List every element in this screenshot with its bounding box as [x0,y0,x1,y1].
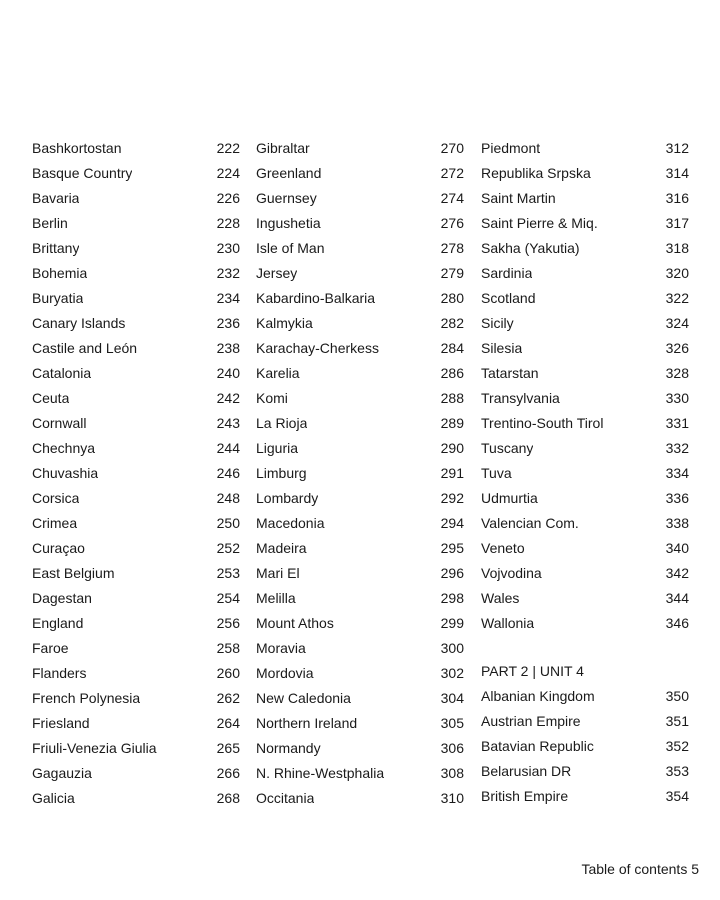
toc-entry-name: Madeira [256,540,307,556]
toc-entry-page: 268 [216,790,240,806]
toc-entry-page: 314 [665,165,689,181]
toc-entry-page: 316 [665,190,689,206]
toc-entry-name: N. Rhine-Westphalia [256,765,385,781]
toc-entry-page: 253 [216,565,240,581]
toc-entry [481,486,689,511]
toc-entry-name: Jersey [256,265,298,281]
toc-entry [481,286,689,311]
toc-entry-page: 250 [216,515,240,531]
toc-entry-name: Albanian Kingdom [481,688,595,704]
toc-entry-name: Karachay-Cherkess [256,340,379,356]
toc-entry-name: East Belgium [32,565,115,581]
toc-entry [481,759,689,784]
toc-entry [481,684,689,709]
toc-entry [481,784,689,809]
toc-entry [256,361,464,386]
toc-entry [481,436,689,461]
toc-entry-page: 284 [440,340,464,356]
toc-entry-page: 340 [665,540,689,556]
toc-entry-page: 312 [665,140,689,156]
toc-entry [256,511,464,536]
toc-entry-page: 351 [665,713,689,729]
toc-entry-page: 282 [440,315,464,331]
toc-entry-name: Belarusian DR [481,763,572,779]
toc-entry [256,286,464,311]
toc-entry-page: 302 [440,665,464,681]
toc-entry [256,786,464,811]
toc-entry [32,736,240,761]
toc-entry-name: Chechnya [32,440,96,456]
toc-entry-name: Castile and León [32,340,138,356]
toc-entry-page: 226 [216,190,240,206]
toc-entry [32,236,240,261]
toc-entry [32,186,240,211]
toc-entry [481,186,689,211]
toc-entry-name: Veneto [481,540,525,556]
toc-entry-name: New Caledonia [256,690,351,706]
toc-entry-name: La Rioja [256,415,308,431]
toc-entry [256,211,464,236]
toc-entry-name: Buryatia [32,290,84,306]
toc-entry-page: 346 [665,615,689,631]
toc-entry-name: Occitania [256,790,315,806]
toc-entry-name: Guernsey [256,190,317,206]
toc-column-1 [32,136,240,811]
toc-entry [256,736,464,761]
toc-entry-name: Macedonia [256,515,325,531]
toc-entry [32,361,240,386]
toc-entry-name: British Empire [481,788,569,804]
toc-entry-page: 236 [216,315,240,331]
toc-entry-page: 331 [665,415,689,431]
toc-entry-name: Komi [256,390,288,406]
toc-entry [481,611,689,636]
toc-entry-name: Melilla [256,590,296,606]
toc-entry-page: 342 [665,565,689,581]
toc-entry-page: 230 [216,240,240,256]
toc-entry-name: Sicily [481,315,514,331]
toc-entry-page: 336 [665,490,689,506]
toc-entry-name: Mordovia [256,665,314,681]
toc-entry [32,636,240,661]
toc-entry-page: 324 [665,315,689,331]
toc-entry-name: Batavian Republic [481,738,594,754]
toc-entry-page: 256 [216,615,240,631]
toc-entry-page: 352 [665,738,689,754]
toc-entry-page: 306 [440,740,464,756]
toc-entry-name: Greenland [256,165,322,181]
toc-entry-page: 288 [440,390,464,406]
toc-entry-page: 262 [216,690,240,706]
toc-entry-page: 238 [216,340,240,356]
toc-entry [256,636,464,661]
toc-entry [32,436,240,461]
toc-entry [481,536,689,561]
toc-entry [256,236,464,261]
toc-entry-name: Basque Country [32,165,133,181]
toc-entry-name: Saint Pierre & Miq. [481,215,598,231]
toc-entry-page: 304 [440,690,464,706]
toc-entry-page: 258 [216,640,240,656]
toc-entry-name: Limburg [256,465,307,481]
toc-entry [481,211,689,236]
toc-entry-page: 344 [665,590,689,606]
toc-entry-name: Galicia [32,790,75,806]
toc-entry [481,261,689,286]
toc-entry [256,486,464,511]
toc-entry-name: Sakha (Yakutia) [481,240,580,256]
toc-entry-page: 264 [216,715,240,731]
toc-entry-page: 242 [216,390,240,406]
toc-entry [32,561,240,586]
toc-column-2 [256,136,464,811]
toc-entry-name: Sardinia [481,265,533,281]
toc-entry-page: 326 [665,340,689,356]
toc-entry [256,261,464,286]
toc-entry-name: Wales [481,590,520,606]
toc-entry-name: Catalonia [32,365,92,381]
page-footer: Table of contents 5 [581,861,699,877]
toc-entry [32,511,240,536]
toc-entry [32,611,240,636]
toc-entry-name: French Polynesia [32,690,141,706]
toc-entry [256,611,464,636]
toc-entry-name: Tatarstan [481,365,539,381]
toc-entry-page: 244 [216,440,240,456]
toc-entry [32,211,240,236]
toc-entry-page: 330 [665,390,689,406]
toc-entry-name: Normandy [256,740,321,756]
toc-entry-name: Tuscany [481,440,534,456]
toc-entry [256,186,464,211]
toc-entry-page: 243 [216,415,240,431]
toc-entry-page: 328 [665,365,689,381]
toc-entry [32,261,240,286]
toc-entry [256,411,464,436]
toc-entry-page: 290 [440,440,464,456]
toc-entry-name: Karelia [256,365,300,381]
toc-entry [481,136,689,161]
toc-entry [256,311,464,336]
toc-entry-page: 232 [216,265,240,281]
toc-entry-page: 338 [665,515,689,531]
toc-column-3 [481,136,689,809]
toc-entry-page: 278 [440,240,464,256]
toc-entry-name: Bashkortostan [32,140,122,156]
toc-entry-page: 353 [665,763,689,779]
toc-entry-page: 317 [665,215,689,231]
toc-entry [256,586,464,611]
toc-entry [32,786,240,811]
toc-entry [256,461,464,486]
toc-entry [481,386,689,411]
toc-entry [481,336,689,361]
toc-entry-name: Piedmont [481,140,541,156]
toc-entry-name: Kabardino-Balkaria [256,290,376,306]
toc-entry-name: Gagauzia [32,765,92,781]
toc-entry-page: 270 [440,140,464,156]
toc-entry-page: 291 [440,465,464,481]
toc-entry-name: Liguria [256,440,299,456]
toc-entry-page: 272 [440,165,464,181]
toc-entry [481,511,689,536]
toc-entry [256,661,464,686]
toc-entry-name: Republika Srpska [481,165,591,181]
toc-entry-name: Silesia [481,340,523,356]
toc-entry-page: 254 [216,590,240,606]
toc-entry-name: Scotland [481,290,536,306]
toc-entry-name: Friuli-Venezia Giulia [32,740,157,756]
toc-entry-name: Curaçao [32,540,85,556]
toc-entry-name: Canary Islands [32,315,126,331]
toc-entry [481,709,689,734]
toc-entry [32,161,240,186]
toc-entry [32,136,240,161]
toc-entry-name: Cornwall [32,415,87,431]
toc-entry-name: Mari El [256,565,300,581]
toc-entry [32,761,240,786]
toc-entry-page: 354 [665,788,689,804]
toc-entry-page: 252 [216,540,240,556]
toc-entry [256,536,464,561]
toc-entry-page: 280 [440,290,464,306]
toc-entry-page: 295 [440,540,464,556]
toc-entry-name: Flanders [32,665,87,681]
toc-entry-page: 228 [216,215,240,231]
toc-entry [32,536,240,561]
toc-entry-name: Saint Martin [481,190,556,206]
toc-entry-page: 224 [216,165,240,181]
toc-entry [32,286,240,311]
toc-entry-page: 246 [216,465,240,481]
toc-entry-name: Kalmykia [256,315,313,331]
toc-entry-name: Friesland [32,715,90,731]
toc-entry-page: 294 [440,515,464,531]
toc-entry-page: 308 [440,765,464,781]
toc-entry [481,734,689,759]
toc-entry-name: Gibraltar [256,140,310,156]
toc-entry-name: Valencian Com. [481,515,579,531]
toc-entry [256,336,464,361]
toc-entry [256,161,464,186]
toc-entry-page: 279 [440,265,464,281]
toc-entry [481,411,689,436]
toc-entry [256,686,464,711]
toc-entry-page: 289 [440,415,464,431]
toc-entry-name: Lombardy [256,490,319,506]
section-heading: PART 2 | UNIT 4 [481,663,584,679]
toc-entry [32,661,240,686]
toc-entry [32,461,240,486]
toc-entry-page: 286 [440,365,464,381]
toc-entry-name: Udmurtia [481,490,538,506]
toc-entry-name: Brittany [32,240,80,256]
toc-entry [256,561,464,586]
toc-entry [32,686,240,711]
toc-entry-name: Crimea [32,515,78,531]
toc-entry [256,761,464,786]
toc-entry-name: Mount Athos [256,615,334,631]
toc-entry-name: Wallonia [481,615,535,631]
toc-entry-page: 305 [440,715,464,731]
toc-entry-page: 318 [665,240,689,256]
toc-entry-page: 334 [665,465,689,481]
toc-entry-name: England [32,615,84,631]
toc-entry-name: Dagestan [32,590,92,606]
toc-entry-name: Trentino-South Tirol [481,415,604,431]
toc-entry-name: Corsica [32,490,80,506]
toc-entry-page: 296 [440,565,464,581]
toc-entry-page: 322 [665,290,689,306]
toc-entry [32,411,240,436]
toc-entry-name: Bavaria [32,190,80,206]
toc-entry [32,336,240,361]
toc-entry [481,311,689,336]
toc-entry [256,436,464,461]
toc-entry-page: 222 [216,140,240,156]
toc-entry-name: Vojvodina [481,565,542,581]
toc-entry-name: Berlin [32,215,68,231]
toc-entry-page: 234 [216,290,240,306]
toc-entry [32,386,240,411]
toc-entry-name: Northern Ireland [256,715,358,731]
toc-entry-page: 350 [665,688,689,704]
toc-entry-page: 240 [216,365,240,381]
toc-entry-name: Transylvania [481,390,560,406]
toc-entry [481,461,689,486]
toc-entry [32,711,240,736]
toc-entry [481,361,689,386]
toc-entry-name: Moravia [256,640,306,656]
toc-entry [256,136,464,161]
toc-entry [481,586,689,611]
toc-entry-page: 260 [216,665,240,681]
toc-entry-name: Austrian Empire [481,713,581,729]
toc-entry [256,386,464,411]
toc-entry-name: Ceuta [32,390,70,406]
toc-entry-page: 300 [440,640,464,656]
toc-entry-name: Bohemia [32,265,88,281]
toc-entry-name: Faroe [32,640,69,656]
toc-entry-name: Chuvashia [32,465,99,481]
toc-entry [481,236,689,261]
toc-entry-page: 332 [665,440,689,456]
toc-entry-name: Ingushetia [256,215,321,231]
toc-entry-name: Isle of Man [256,240,325,256]
toc-entry [32,486,240,511]
toc-entry [481,561,689,586]
toc-entry [32,586,240,611]
toc-entry-page: 266 [216,765,240,781]
toc-entry-page: 320 [665,265,689,281]
toc-entry [481,161,689,186]
toc-entry-page: 299 [440,615,464,631]
toc-entry [256,711,464,736]
toc-entry-page: 298 [440,590,464,606]
toc-entry [32,311,240,336]
toc-entry-page: 292 [440,490,464,506]
toc-entry-page: 265 [216,740,240,756]
toc-entry-page: 248 [216,490,240,506]
toc-entry-page: 310 [440,790,464,806]
toc-entry-page: 276 [440,215,464,231]
toc-entry-name: Tuva [481,465,512,481]
toc-entry-page: 274 [440,190,464,206]
